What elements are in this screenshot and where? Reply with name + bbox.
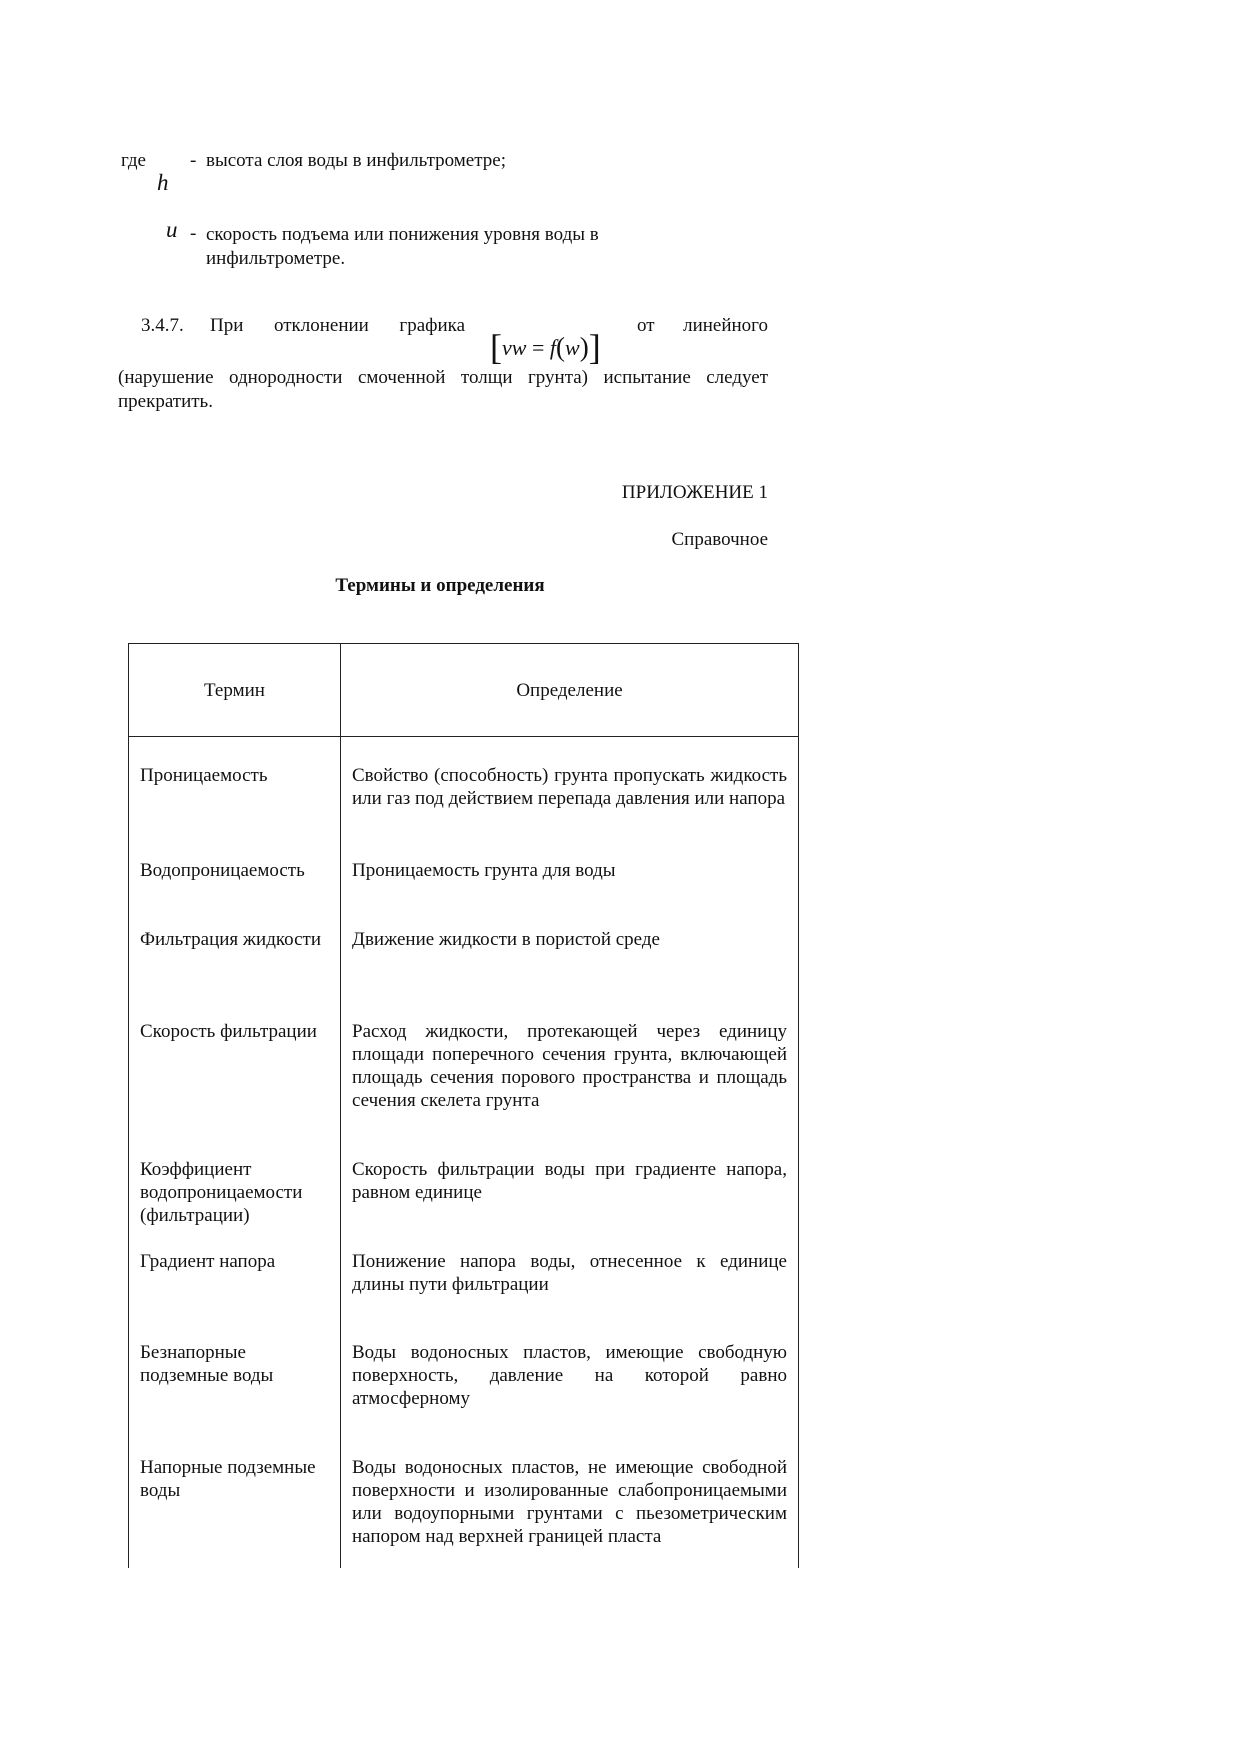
legend-dash-h: - [190, 150, 197, 171]
formula-f: f [549, 335, 556, 360]
term-cell: Скорость фильтрации [129, 1013, 341, 1152]
legend-text-u: скорость подъема или понижения уровня воды в инфильтрометре. [206, 224, 599, 269]
term-cell: Напорные подземные воды [129, 1450, 341, 1568]
table-row [129, 921, 799, 1013]
header-definition: Определение [341, 644, 799, 737]
table-row [129, 1244, 799, 1335]
formula-arg: w [565, 335, 580, 360]
section-lead-text: При отклонении графика [210, 315, 465, 336]
term-cell: Градиент напора [129, 1244, 341, 1335]
table-row [129, 1335, 799, 1450]
table-header-row [129, 644, 799, 737]
formula-open-bracket: [ [490, 327, 502, 367]
header-term: Термин [129, 644, 341, 737]
definition-cell: Воды водоносных пластов, имеющие свободную поверхность, давление на которой равно атмосферному [341, 1335, 799, 1450]
symbol-u: u [166, 217, 178, 242]
appendix-title: Термины и определения [335, 575, 545, 596]
where-word: где [121, 150, 146, 171]
term-cell: Коэффициент водопроницаемости (фильтрации) [129, 1152, 341, 1244]
legend-dash-u: - [190, 223, 197, 244]
definition-cell: Проницаемость грунта для воды [341, 852, 799, 921]
table-row [129, 737, 799, 853]
table-row [129, 1013, 799, 1152]
legend-text-h: высота слоя воды в инфильтрометре; [206, 150, 506, 171]
term-cell: Проницаемость [129, 737, 341, 853]
definition-cell: Воды водоносных пластов, не имеющие свободной поверхности и изолированные слабопроницаемыми или водоупорными грунтами с пьезометрическим напором над верхней границей пласта [341, 1450, 799, 1568]
table-row [129, 852, 799, 921]
appendix-label: ПРИЛОЖЕНИЕ 1 [621, 482, 768, 503]
section-after-formula: от линейного [637, 315, 768, 336]
formula-close-bracket: ] [588, 327, 601, 367]
definition-cell: Понижение напора воды, отнесенное к единице длины пути фильтрации [341, 1244, 799, 1335]
term-cell: Фильтрация жидкости [129, 921, 341, 1013]
section-continuation: (нарушение однородности смоченной толщи грунта) испытание следует прекратить. [118, 367, 768, 412]
formula-open-paren: ( [556, 332, 565, 362]
symbol-h: h [157, 170, 169, 195]
formula-lhs: vw [502, 335, 527, 360]
definition-cell: Скорость фильтрации воды при градиенте напора, равном единице [341, 1152, 799, 1244]
table-row [129, 1450, 799, 1568]
definition-cell: Расход жидкости, протекающей через единицу площади поперечного сечения грунта, включающей площадь сечения порового пространства и площадь сечения скелета грунта [341, 1013, 799, 1152]
formula-eq: = [531, 335, 545, 360]
section-number: 3.4.7. [141, 315, 184, 336]
term-cell: Водопроницаемость [129, 852, 341, 921]
definition-cell: Движение жидкости в пористой среде [341, 921, 799, 1013]
table-row [129, 1152, 799, 1244]
appendix-type: Справочное [671, 529, 768, 550]
formula-close-paren: ) [579, 332, 589, 362]
definition-cell: Свойство (способность) грунта пропускать жидкость или газ под действием перепада давления или напора [341, 737, 799, 853]
formula [490, 322, 601, 367]
term-cell: Безнапорные подземные воды [129, 1335, 341, 1450]
terms-table [128, 643, 799, 1568]
